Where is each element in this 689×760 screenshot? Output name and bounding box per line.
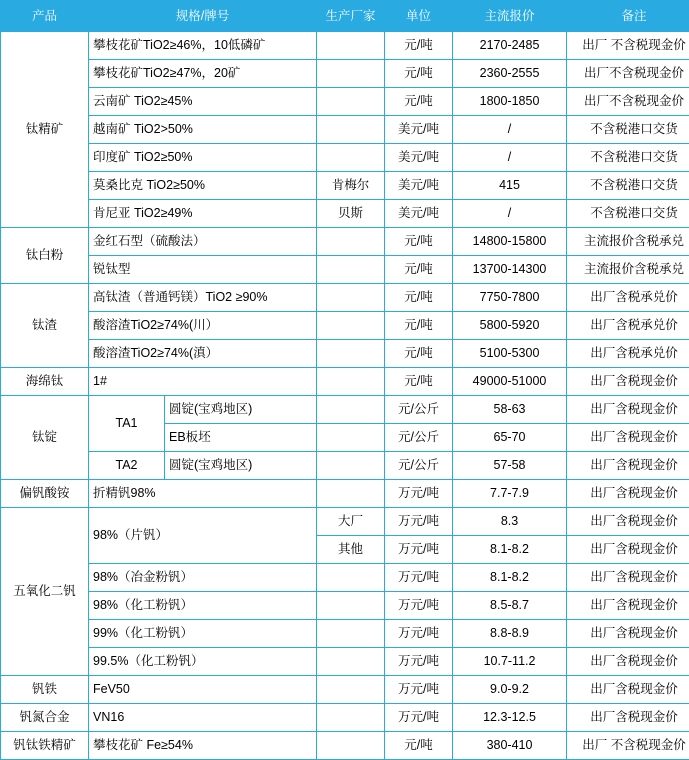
spec-sub-cell: 圆锭(宝鸡地区) xyxy=(165,396,317,424)
note-cell: 出厂不含税现金价 xyxy=(567,88,689,116)
spec-cell: 金红石型（硫酸法） xyxy=(89,228,317,256)
spec-cell: 攀枝花矿 Fe≥54% xyxy=(89,732,317,760)
spec-cell: 酸溶渣TiO2≥74%(川） xyxy=(89,312,317,340)
note-cell: 出厂含税现金价 xyxy=(567,648,689,676)
manufacturer-cell xyxy=(317,676,385,704)
manufacturer-cell xyxy=(317,228,385,256)
price-cell: 58-63 xyxy=(453,396,567,424)
unit-cell: 美元/吨 xyxy=(385,200,453,228)
unit-cell: 元/公斤 xyxy=(385,452,453,480)
spec-cell: 锐钛型 xyxy=(89,256,317,284)
unit-cell: 元/吨 xyxy=(385,312,453,340)
price-cell: 2170-2485 xyxy=(453,32,567,60)
table-row xyxy=(1,88,689,116)
price-cell: 7750-7800 xyxy=(453,284,567,312)
table-row xyxy=(1,116,689,144)
note-cell: 出厂含税现金价 xyxy=(567,424,689,452)
table-row xyxy=(1,228,689,256)
unit-cell: 万元/吨 xyxy=(385,536,453,564)
note-cell: 出厂含税承兑价 xyxy=(567,284,689,312)
spec-cell: FeV50 xyxy=(89,676,317,704)
table-row xyxy=(1,256,689,284)
manufacturer-cell xyxy=(317,116,385,144)
manufacturer-cell xyxy=(317,592,385,620)
table-row xyxy=(1,32,689,60)
table-row xyxy=(1,592,689,620)
note-cell: 出厂含税承兑价 xyxy=(567,340,689,368)
manufacturer-cell: 肯梅尔 xyxy=(317,172,385,200)
note-cell: 主流报价含税承兑 xyxy=(567,228,689,256)
table-row xyxy=(1,172,689,200)
note-cell: 不含税港口交货 xyxy=(567,172,689,200)
manufacturer-cell xyxy=(317,60,385,88)
unit-cell: 万元/吨 xyxy=(385,564,453,592)
unit-cell: 元/公斤 xyxy=(385,396,453,424)
product-group-cell: 钛锭 xyxy=(1,396,89,480)
spec-cell: 莫桑比克 TiO2≥50% xyxy=(89,172,317,200)
manufacturer-cell xyxy=(317,620,385,648)
price-cell: 14800-15800 xyxy=(453,228,567,256)
price-cell: 13700-14300 xyxy=(453,256,567,284)
note-cell: 不含税港口交货 xyxy=(567,116,689,144)
unit-cell: 美元/吨 xyxy=(385,116,453,144)
table-row xyxy=(1,508,689,536)
manufacturer-cell xyxy=(317,564,385,592)
spec-cell: 99%（化工粉钒） xyxy=(89,620,317,648)
manufacturer-cell xyxy=(317,452,385,480)
spec-cell: 98%（化工粉钒） xyxy=(89,592,317,620)
table-row xyxy=(1,480,689,508)
unit-cell: 万元/吨 xyxy=(385,620,453,648)
product-group-cell: 偏钒酸铵 xyxy=(1,480,89,508)
unit-cell: 万元/吨 xyxy=(385,704,453,732)
unit-cell: 元/吨 xyxy=(385,228,453,256)
product-group-cell: 海绵钛 xyxy=(1,368,89,396)
manufacturer-cell xyxy=(317,732,385,760)
manufacturer-cell xyxy=(317,32,385,60)
note-cell: 不含税港口交货 xyxy=(567,200,689,228)
spec-cell: 云南矿 TiO2≥45% xyxy=(89,88,317,116)
note-cell: 出厂含税承兑价 xyxy=(567,312,689,340)
table-row xyxy=(1,284,689,312)
table-row xyxy=(1,564,689,592)
table-body xyxy=(1,32,689,760)
manufacturer-cell xyxy=(317,396,385,424)
manufacturer-cell: 大厂 xyxy=(317,508,385,536)
note-cell: 出厂含税现金价 xyxy=(567,536,689,564)
spec-cell: 攀枝花矿TiO2≥47%，20矿 xyxy=(89,60,317,88)
price-cell: 8.1-8.2 xyxy=(453,536,567,564)
header-price: 主流报价 xyxy=(453,1,567,32)
note-cell: 主流报价含税承兑 xyxy=(567,256,689,284)
price-cell: 57-58 xyxy=(453,452,567,480)
unit-cell: 美元/吨 xyxy=(385,144,453,172)
price-cell: 2360-2555 xyxy=(453,60,567,88)
spec-cell: VN16 xyxy=(89,704,317,732)
table-row xyxy=(1,396,689,424)
product-group-cell: 钛白粉 xyxy=(1,228,89,284)
price-cell: 5100-5300 xyxy=(453,340,567,368)
manufacturer-cell xyxy=(317,284,385,312)
spec-cell: 99.5%（化工粉钒） xyxy=(89,648,317,676)
note-cell: 出厂含税现金价 xyxy=(567,368,689,396)
product-group-cell: 钒铁 xyxy=(1,676,89,704)
table-row xyxy=(1,200,689,228)
note-cell: 出厂含税现金价 xyxy=(567,508,689,536)
unit-cell: 元/吨 xyxy=(385,256,453,284)
product-group-cell: 钒钛铁精矿 xyxy=(1,732,89,760)
spec-cell: 98%（冶金粉钒） xyxy=(89,564,317,592)
unit-cell: 元/吨 xyxy=(385,88,453,116)
table-row xyxy=(1,60,689,88)
note-cell: 出厂含税现金价 xyxy=(567,480,689,508)
spec-cell: 酸溶渣TiO2≥74%(滇） xyxy=(89,340,317,368)
unit-cell: 元/吨 xyxy=(385,284,453,312)
spec-cell: 肯尼亚 TiO2≥49% xyxy=(89,200,317,228)
unit-cell: 万元/吨 xyxy=(385,592,453,620)
unit-cell: 元/吨 xyxy=(385,368,453,396)
unit-cell: 元/吨 xyxy=(385,732,453,760)
price-cell: / xyxy=(453,200,567,228)
spec-cell: 越南矿 TiO2>50% xyxy=(89,116,317,144)
spec-sub-cell: 圆锭(宝鸡地区) xyxy=(165,452,317,480)
price-cell: 5800-5920 xyxy=(453,312,567,340)
spec-cell: 高钛渣（普通钙镁）TiO2 ≥90% xyxy=(89,284,317,312)
note-cell: 出厂含税现金价 xyxy=(567,704,689,732)
manufacturer-cell xyxy=(317,368,385,396)
table-row xyxy=(1,732,689,760)
price-cell: 1800-1850 xyxy=(453,88,567,116)
manufacturer-cell xyxy=(317,340,385,368)
header-unit: 单位 xyxy=(385,1,453,32)
spec-cell: TA2 xyxy=(89,452,165,480)
product-group-cell: 钛精矿 xyxy=(1,32,89,228)
manufacturer-cell xyxy=(317,648,385,676)
table-row xyxy=(1,620,689,648)
table-row xyxy=(1,144,689,172)
header-manufacturer: 生产厂家 xyxy=(317,1,385,32)
manufacturer-cell xyxy=(317,424,385,452)
price-cell: 49000-51000 xyxy=(453,368,567,396)
manufacturer-cell xyxy=(317,256,385,284)
price-cell: 7.7-7.9 xyxy=(453,480,567,508)
unit-cell: 万元/吨 xyxy=(385,648,453,676)
price-cell: 10.7-11.2 xyxy=(453,648,567,676)
price-cell: / xyxy=(453,144,567,172)
manufacturer-cell xyxy=(317,312,385,340)
product-group-cell: 钒氮合金 xyxy=(1,704,89,732)
unit-cell: 美元/吨 xyxy=(385,172,453,200)
note-cell: 出厂含税现金价 xyxy=(567,452,689,480)
note-cell: 出厂不含税现金价 xyxy=(567,60,689,88)
note-cell: 出厂 不含税现金价 xyxy=(567,732,689,760)
price-cell: 415 xyxy=(453,172,567,200)
unit-cell: 元/吨 xyxy=(385,60,453,88)
unit-cell: 万元/吨 xyxy=(385,676,453,704)
unit-cell: 元/公斤 xyxy=(385,424,453,452)
unit-cell: 万元/吨 xyxy=(385,480,453,508)
price-cell: 8.8-8.9 xyxy=(453,620,567,648)
spec-cell: 折精钒98% xyxy=(89,480,317,508)
price-cell: 8.3 xyxy=(453,508,567,536)
spec-cell: TA1 xyxy=(89,396,165,452)
table-row xyxy=(1,312,689,340)
spec-cell: 1# xyxy=(89,368,317,396)
note-cell: 出厂含税现金价 xyxy=(567,676,689,704)
price-cell: 12.3-12.5 xyxy=(453,704,567,732)
note-cell: 不含税港口交货 xyxy=(567,144,689,172)
table-header xyxy=(1,1,689,32)
note-cell: 出厂含税现金价 xyxy=(567,396,689,424)
spec-cell: 98%（片钒） xyxy=(89,508,317,564)
table-row xyxy=(1,676,689,704)
table-row xyxy=(1,648,689,676)
manufacturer-cell xyxy=(317,144,385,172)
price-cell: 8.5-8.7 xyxy=(453,592,567,620)
manufacturer-cell: 其他 xyxy=(317,536,385,564)
unit-cell: 元/吨 xyxy=(385,32,453,60)
product-group-cell: 钛渣 xyxy=(1,284,89,368)
manufacturer-cell xyxy=(317,480,385,508)
header-row xyxy=(1,1,689,32)
spec-sub-cell: EB板坯 xyxy=(165,424,317,452)
note-cell: 出厂 不含税现金价 xyxy=(567,32,689,60)
manufacturer-cell: 贝斯 xyxy=(317,200,385,228)
spec-cell: 攀枝花矿TiO2≥46%，10低磷矿 xyxy=(89,32,317,60)
unit-cell: 元/吨 xyxy=(385,340,453,368)
header-product: 产品 xyxy=(1,1,89,32)
note-cell: 出厂含税现金价 xyxy=(567,564,689,592)
product-group-cell: 五氧化二钒 xyxy=(1,508,89,676)
unit-cell: 万元/吨 xyxy=(385,508,453,536)
table-row xyxy=(1,340,689,368)
table-row xyxy=(1,368,689,396)
price-cell: 380-410 xyxy=(453,732,567,760)
spec-cell: 印度矿 TiO2≥50% xyxy=(89,144,317,172)
header-note: 备注 xyxy=(567,1,689,32)
price-cell: 9.0-9.2 xyxy=(453,676,567,704)
note-cell: 出厂含税现金价 xyxy=(567,592,689,620)
table-row xyxy=(1,452,689,480)
price-cell: 8.1-8.2 xyxy=(453,564,567,592)
price-cell: / xyxy=(453,116,567,144)
manufacturer-cell xyxy=(317,88,385,116)
header-spec: 规格/牌号 xyxy=(89,1,317,32)
table-row xyxy=(1,704,689,732)
price-cell: 65-70 xyxy=(453,424,567,452)
note-cell: 出厂含税现金价 xyxy=(567,620,689,648)
manufacturer-cell xyxy=(317,704,385,732)
